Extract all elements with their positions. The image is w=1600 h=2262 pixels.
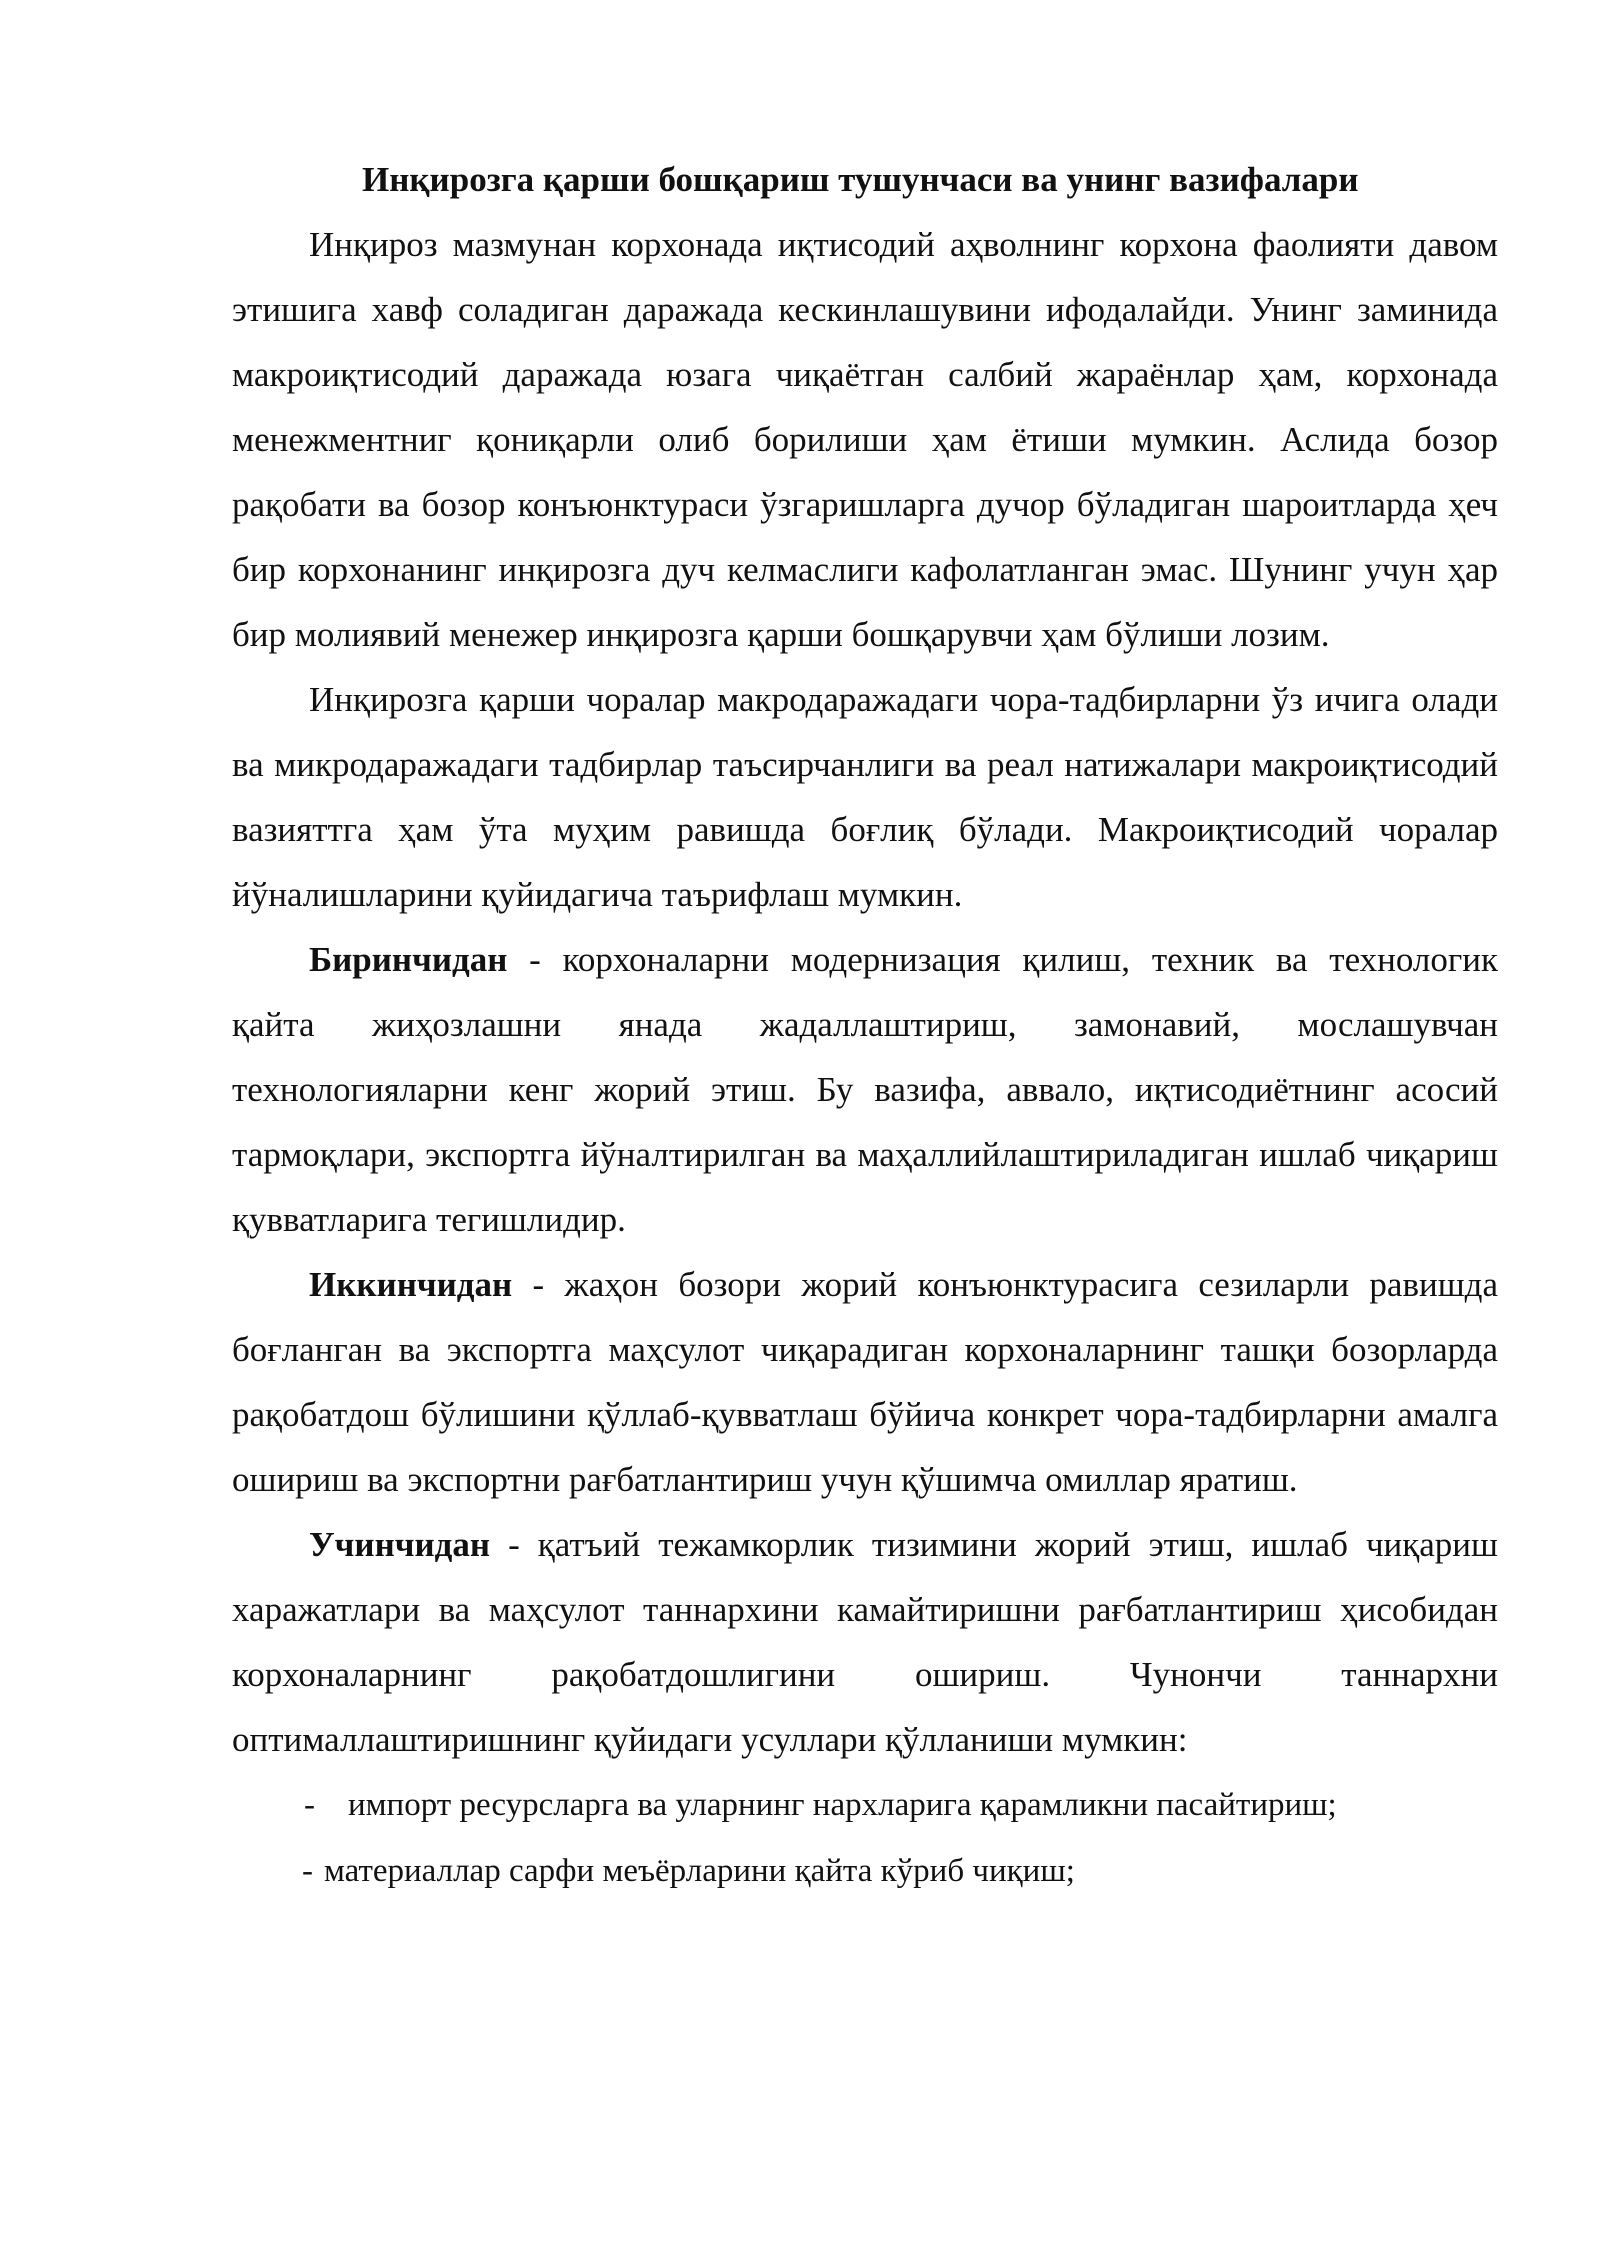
point-third-lead: Учинчидан bbox=[309, 1525, 491, 1564]
point-second-lead: Иккинчидан bbox=[309, 1265, 513, 1304]
document-body bbox=[232, 150, 1498, 1904]
point-third-text: - қатъий тежамкорлик тизимини жорий этиш, ишлаб чиқариш харажатлари ва маҳсулот таннархини камайтиришни рағбатлантириш ҳисобидан корхоналарнинг рақобатдошлигини ошириш. Чунончи таннархни оптималлаштиришнинг қуйидаги усуллари қўлланиши мумкин: bbox=[232, 1525, 1498, 1759]
list-item-text: материаллар сарфи меъёрларини қайта кўриб чиқиш; bbox=[324, 1853, 1075, 1889]
list-item-text: импорт ресурсларга ва уларнинг нархларига қарамликни пасайтириш; bbox=[348, 1787, 1337, 1823]
paragraph-anti-crisis-measures: Инқирозга қарши чоралар макродаражадаги чора-тадбирларни ўз ичига олади ва микродаражадаги тадбирлар таъсирчанлиги ва реал натижалари макроиқтисодий вазияттга ҳам ўта муҳим равишда боғлиқ бўлади. Макроиқтисодий чоралар йўналишларини қуйидагича таърифлаш мумкин. bbox=[232, 680, 1498, 914]
point-first-text: - корхоналарни модернизация қилиш, техник ва технологик қайта жиҳозлашни янада жадаллаштириш, замонавий, мослашувчан технологияларни кенг жорий этиш. Бу вазифа, аввало, иқтисодиётнинг асосий тармоқлари, экспортга йўналтирилган ва маҳаллийлаштириладиган ишлаб чиқариш қувватларига тегишлидир. bbox=[232, 940, 1498, 1239]
paragraph-point-second bbox=[232, 1252, 1498, 1512]
paragraph-point-first bbox=[232, 927, 1498, 1252]
document-title: Инқирозга қарши бошқариш тушунчаси ва унинг вазифалари bbox=[362, 160, 1359, 199]
list-item-marker: - bbox=[302, 1853, 313, 1889]
cost-optimization-list bbox=[232, 1772, 1498, 1904]
point-first-lead: Биринчидан bbox=[309, 940, 508, 979]
paragraph-point-third bbox=[232, 1512, 1498, 1772]
list-item bbox=[232, 1772, 1498, 1838]
list-item-marker: - bbox=[304, 1787, 315, 1823]
point-second-text: - жаҳон бозори жорий конъюнктурасига сезиларли равишда боғланган ва экспортга маҳсулот чиқарадиган корхоналарнинг ташқи бозорларда рақобатдош бўлишини қўллаб-қувватлаш бўйича конкрет чора-тадбирларни амалга ошириш ва экспортни рағбатлантириш учун қўшимча омиллар яратиш. bbox=[232, 1265, 1498, 1499]
paragraph-crisis-definition: Инқироз мазмунан корхонада иқтисодий аҳволнинг корхона фаолияти давом этишига хавф соладиган даражада кескинлашувини ифодалайди. Унинг заминида макроиқтисодий даражада юзага чиқаётган салбий жараёнлар ҳам, корхонада менежментниг қониқарли олиб борилиши ҳам ётиши мумкин. Аслида бозор рақобати ва бозор конъюнктураси ўзгаришларга дучор бўладиган шароитларда ҳеч бир корхонанинг инқирозга дуч келмаслиги кафолатланган эмас. Шунинг учун ҳар бир молиявий менежер инқирозга қарши бошқарувчи ҳам бўлиши лозим. bbox=[232, 225, 1498, 654]
list-item bbox=[232, 1838, 1498, 1904]
